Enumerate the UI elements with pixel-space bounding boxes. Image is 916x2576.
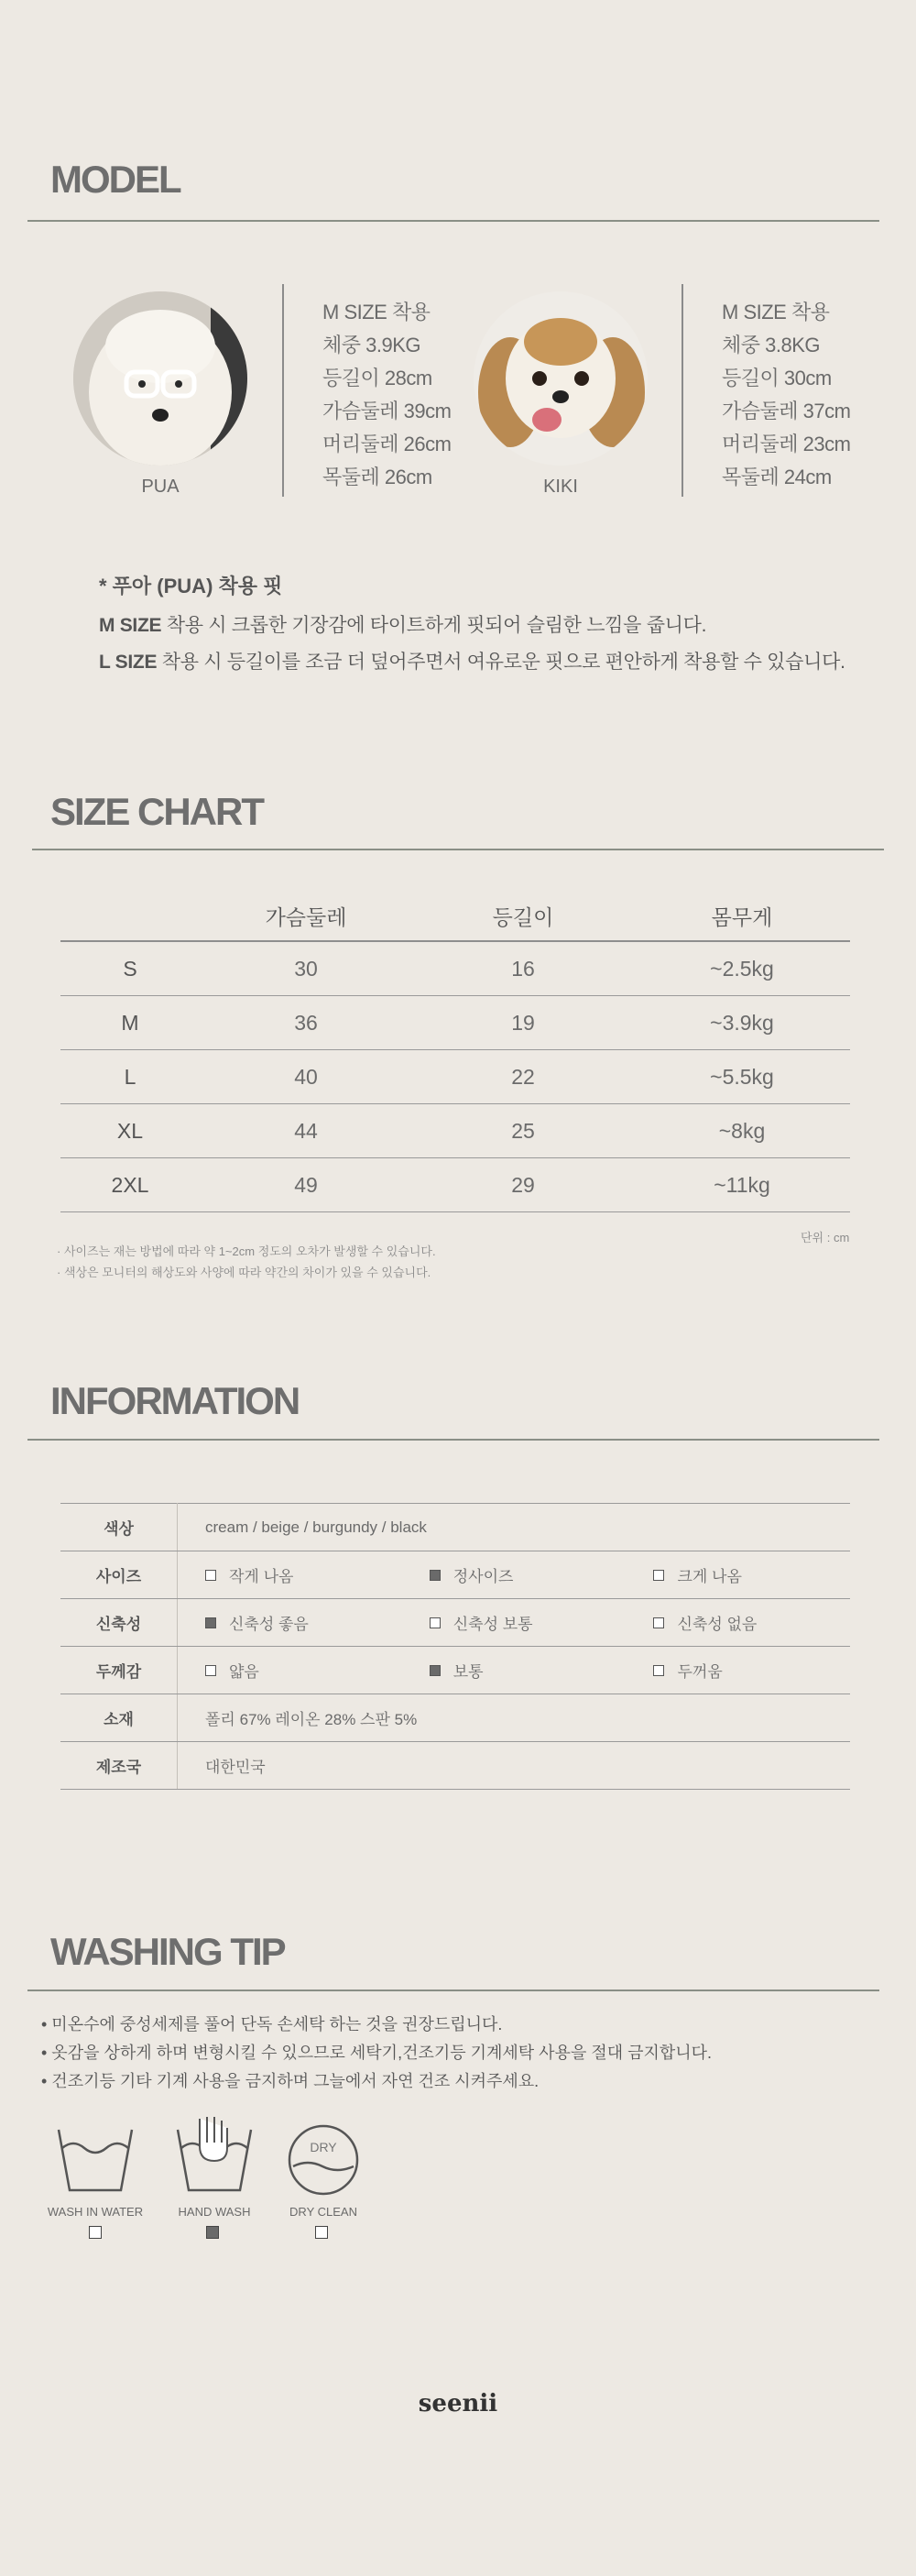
- table-row: [60, 1742, 850, 1790]
- option-label: 작게 나옴: [229, 1568, 294, 1585]
- table-cell: ~2.5kg: [634, 941, 850, 996]
- table-cell: 49: [200, 1158, 412, 1212]
- model-photo-pua: [73, 291, 247, 466]
- unit-label: 단위 : cm: [801, 1231, 850, 1244]
- fit-note-line: [99, 647, 845, 674]
- option-large: [653, 1563, 741, 1586]
- dry-icon-text: DRY: [310, 2140, 337, 2154]
- column-header: 가슴둘레: [200, 891, 412, 941]
- size-table-header: [60, 891, 850, 941]
- option-stretch-good: [205, 1611, 425, 1634]
- table-cell: 19: [412, 996, 634, 1050]
- option-true-to-size: [430, 1563, 649, 1586]
- table-cell: 36: [200, 996, 412, 1050]
- size-note: · 사이즈는 재는 방법에 따라 약 1~2cm 정도의 오차가 발생할 수 있습니다.: [57, 1244, 436, 1258]
- table-cell: ~8kg: [634, 1104, 850, 1158]
- option-label: 두꺼움: [677, 1663, 723, 1681]
- table-cell: 25: [412, 1104, 634, 1158]
- table-row: [60, 1647, 850, 1694]
- hand-wash-label: HAND WASH: [178, 2205, 251, 2219]
- table-cell: ~5.5kg: [634, 1050, 850, 1104]
- table-row: [60, 1694, 850, 1742]
- table-cell: 44: [200, 1104, 412, 1158]
- option-medium: [430, 1659, 649, 1682]
- dry-clean-checkbox: [315, 2226, 328, 2239]
- option-label: 크게 나옴: [677, 1568, 742, 1585]
- size-label: L SIZE: [99, 652, 158, 673]
- table-cell: 16: [412, 941, 634, 996]
- info-label: 두께감: [60, 1647, 178, 1694]
- model-specs-kiki: [722, 296, 850, 494]
- fit-note-title: * 푸아 (PUA) 착용 핏: [99, 575, 283, 597]
- info-table: [60, 1503, 850, 1790]
- dry-clean-icon: [286, 2122, 361, 2202]
- info-label: 신축성: [60, 1599, 178, 1647]
- table-row: [60, 1158, 850, 1212]
- table-cell: ~3.9kg: [634, 996, 850, 1050]
- option-stretch-normal: [430, 1611, 649, 1634]
- wash-tub-icon: [53, 2124, 137, 2200]
- info-options: [178, 1551, 851, 1599]
- washing-divider: [27, 1990, 879, 1991]
- hand-wash-icon: [172, 2115, 256, 2200]
- spec-line: 등길이 28cm: [322, 367, 432, 389]
- model-title: MODEL: [50, 158, 180, 201]
- table-row: [60, 1599, 850, 1647]
- info-label: 제조국: [60, 1742, 178, 1790]
- info-label: 소재: [60, 1694, 178, 1742]
- size-note: · 색상은 모니터의 해상도와 사양에 따라 약간의 차이가 있을 수 있습니다.: [57, 1266, 431, 1279]
- info-value: cream / beige / burgundy / black: [178, 1504, 851, 1551]
- dry-clean-label: DRY CLEAN: [289, 2205, 357, 2219]
- spec-line: M SIZE 착용: [322, 301, 431, 323]
- model-name-pua: PUA: [141, 477, 180, 497]
- size-cell: XL: [60, 1104, 200, 1158]
- option-label: 신축성 없음: [677, 1616, 758, 1633]
- wash-checkbox: [89, 2226, 102, 2239]
- table-row: [60, 996, 850, 1050]
- table-cell: ~11kg: [634, 1158, 850, 1212]
- spec-line: 목둘레 24cm: [722, 466, 832, 488]
- size-label: M SIZE: [99, 615, 162, 636]
- option-stretch-none: [653, 1611, 757, 1634]
- brand-logo: seenii: [418, 2390, 498, 2417]
- option-label: 보통: [453, 1663, 484, 1681]
- table-cell: 30: [200, 941, 412, 996]
- spec-line: 체중 3.9KG: [322, 334, 420, 356]
- size-cell: 2XL: [60, 1158, 200, 1212]
- spec-line: M SIZE 착용: [722, 301, 830, 323]
- wash-label: WASH IN WATER: [47, 2205, 144, 2219]
- info-label: 사이즈: [60, 1551, 178, 1599]
- spec-line: 가슴둘레 37cm: [722, 400, 851, 422]
- washing-title: WASHING TIP: [50, 1930, 285, 1973]
- size-cell: M: [60, 996, 200, 1050]
- table-row: [60, 1104, 850, 1158]
- info-value: 대한민국: [178, 1742, 851, 1790]
- fit-note-text: 착용 시 크롭한 기장감에 타이트하게 핏되어 슬림한 느낌을 줍니다.: [161, 615, 707, 636]
- table-row: [60, 1504, 850, 1551]
- hand-wash-checkbox-checked: [206, 2226, 219, 2239]
- size-chart-divider: [32, 849, 884, 850]
- column-header: 등길이: [412, 891, 634, 941]
- option-small: [205, 1563, 425, 1586]
- table-row: [60, 1050, 850, 1104]
- column-header: 몸무게: [634, 891, 850, 941]
- washing-tips: [41, 2011, 712, 2096]
- option-thick: [653, 1659, 722, 1682]
- checkbox-checked: [430, 1570, 441, 1581]
- size-cell: L: [60, 1050, 200, 1104]
- size-chart-title: SIZE CHART: [50, 790, 263, 833]
- checkbox: [653, 1665, 664, 1676]
- model-separator: [682, 284, 683, 497]
- column-header: [60, 891, 200, 941]
- info-value: 폴리 67% 레이온 28% 스판 5%: [178, 1694, 851, 1742]
- model-separator: [282, 284, 284, 497]
- information-title: INFORMATION: [50, 1379, 300, 1422]
- table-row: [60, 941, 850, 996]
- model-photo-kiki: [474, 291, 648, 466]
- table-row: [60, 1551, 850, 1599]
- info-options: [178, 1599, 851, 1647]
- spec-line: 체중 3.8KG: [722, 334, 820, 356]
- washing-tip: • 건조기등 기타 기계 사용을 금지하며 그늘에서 자연 건조 시켜주세요.: [41, 2072, 540, 2090]
- table-cell: 40: [200, 1050, 412, 1104]
- table-cell: 22: [412, 1050, 634, 1104]
- checkbox: [430, 1617, 441, 1628]
- checkbox: [653, 1570, 664, 1581]
- model-divider: [27, 220, 879, 222]
- info-options: [178, 1647, 851, 1694]
- washing-tip: • 옷감을 상하게 하며 변형시킬 수 있으므로 세탁기,건조기등 기계세탁 사용을 절대 금지합니다.: [41, 2044, 713, 2062]
- fit-note-line: [99, 610, 706, 638]
- option-label: 신축성 보통: [453, 1616, 533, 1633]
- checkbox: [205, 1570, 216, 1581]
- model-specs-pua: [322, 296, 451, 494]
- spec-line: 등길이 30cm: [722, 367, 832, 389]
- checkbox-checked: [430, 1665, 441, 1676]
- information-divider: [27, 1439, 879, 1441]
- model-name-kiki: KIKI: [543, 477, 578, 497]
- size-cell: S: [60, 941, 200, 996]
- option-label: 얇음: [229, 1663, 259, 1681]
- spec-line: 머리둘레 26cm: [322, 433, 452, 455]
- checkbox-checked: [205, 1617, 216, 1628]
- checkbox: [205, 1665, 216, 1676]
- option-thin: [205, 1659, 425, 1682]
- fit-note-text: 착용 시 등길이를 조금 더 덮어주면서 여유로운 핏으로 편안하게 착용할 수 있습니다.: [157, 652, 845, 673]
- spec-line: 가슴둘레 39cm: [322, 400, 452, 422]
- checkbox: [653, 1617, 664, 1628]
- washing-tip: • 미온수에 중성세제를 풀어 단독 손세탁 하는 것을 권장드립니다.: [41, 2015, 503, 2033]
- info-label: 색상: [60, 1504, 178, 1551]
- spec-line: 목둘레 26cm: [322, 466, 432, 488]
- table-cell: 29: [412, 1158, 634, 1212]
- option-label: 신축성 좋음: [229, 1616, 309, 1633]
- size-table: [60, 891, 850, 1212]
- option-label: 정사이즈: [453, 1568, 514, 1585]
- spec-line: 머리둘레 23cm: [722, 433, 851, 455]
